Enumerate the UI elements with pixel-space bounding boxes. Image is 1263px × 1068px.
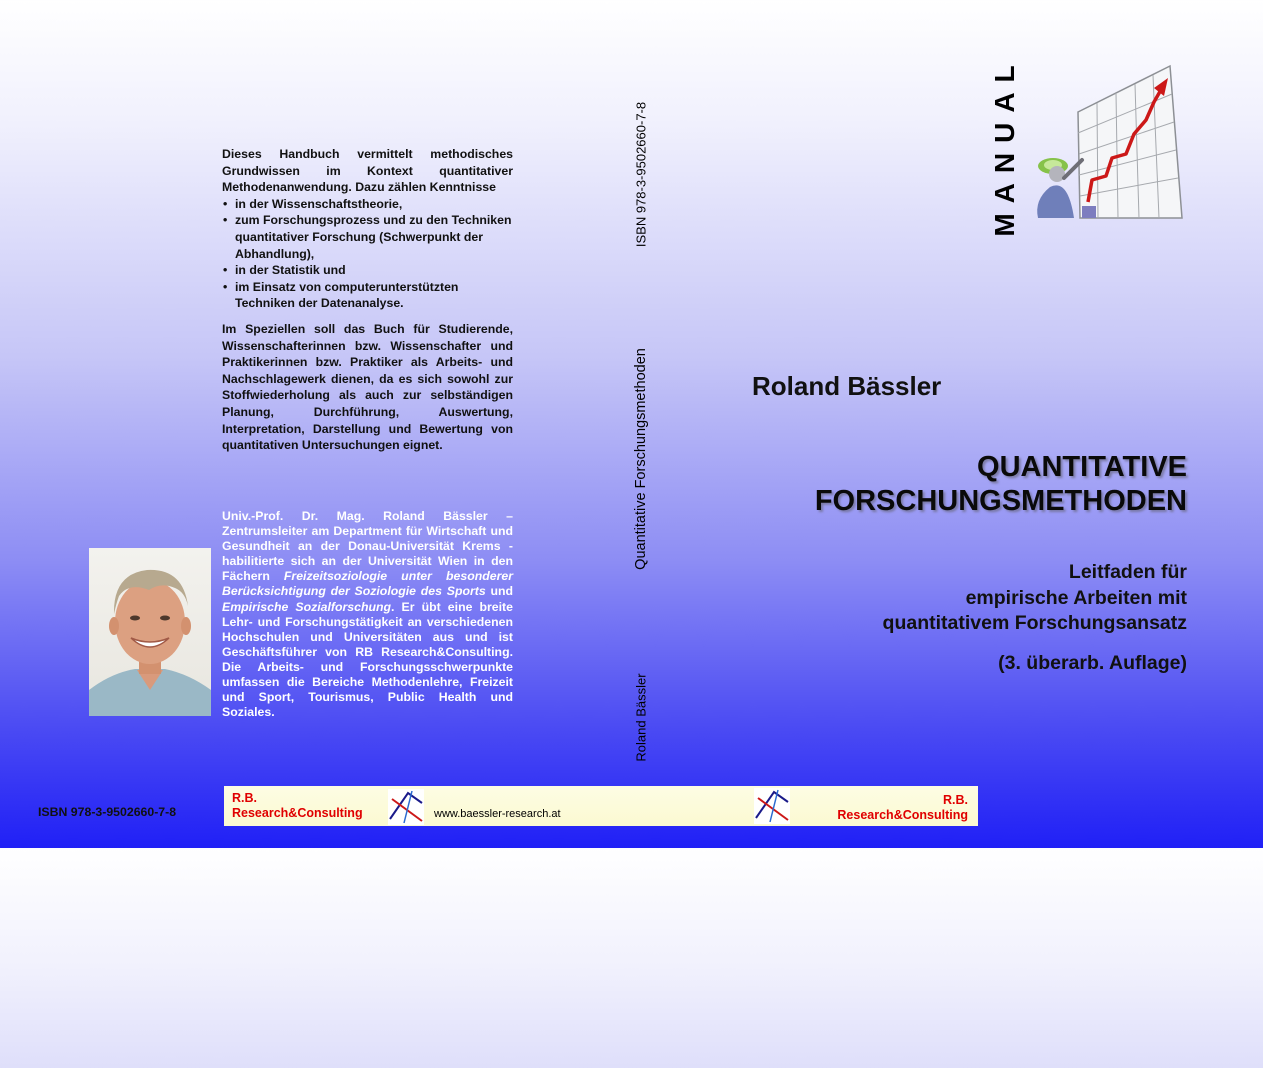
subtitle-line: quantitativem Forschungsansatz <box>882 612 1187 634</box>
subtitle-line: Leitfaden für <box>1068 561 1187 583</box>
list-item: • im Einsatz von computerunterstützten Techniken der Datenanalyse. <box>222 279 513 312</box>
publisher-initials: R.B. <box>943 793 968 807</box>
publisher-logo-text-right <box>837 793 968 823</box>
list-item: • in der Wissenschaftstheorie, <box>222 196 513 213</box>
bio-subject-1: Freizeitsoziologie unter besonderer Berücksichtigung der Soziologie des Sports <box>222 569 513 599</box>
manual-label: MANUAL <box>989 55 1020 237</box>
edition-label: (3. überarb. Auflage) <box>998 652 1187 674</box>
rb-logo-icon <box>388 789 424 825</box>
spine-isbn: ISBN 978-3-9502660-7-8 <box>633 101 649 248</box>
back-cover-description <box>222 146 513 454</box>
growth-chart-icon <box>1030 62 1186 220</box>
bio-subject-2: Empirische Sozialforschung <box>222 599 392 614</box>
publisher-logo-text <box>232 791 363 821</box>
author-portrait-icon <box>89 548 211 716</box>
spine-author: Roland Bässler <box>633 673 649 762</box>
bio-text: und <box>485 584 514 599</box>
intro-text: Dieses Handbuch vermittelt methodisches Grundwissen im Kontext quantitativer Methodenanwendung. Dazu zählen Kenntnisse <box>222 147 513 195</box>
bio-text: . Er übt eine breite Lehr- und Forschungstätigkeit an verschiedenen Hochschulen und Universitäten aus und ist Geschäftsführer von RB Research&Consulting. Die Arbeits- und Forschungsschwerpunkte umfassen die Bereiche Methodenlehre, Freizeit und Sport, Tourismus, Public Health und Soziales. <box>222 599 513 720</box>
front-author: Roland Bässler <box>752 371 942 401</box>
title-line: QUANTITATIVE <box>977 451 1187 483</box>
spine-title: Quantitative Forschungsmethoden <box>633 348 649 570</box>
list-item: • in der Statistik und <box>222 262 513 279</box>
website-link[interactable]: www.baessler-research.at <box>434 808 561 820</box>
title-line: FORSCHUNGSMETHODEN <box>814 485 1187 517</box>
author-photo <box>89 548 211 716</box>
author-bio <box>222 509 513 720</box>
publisher-strip <box>224 786 978 826</box>
rb-logo-icon-left <box>388 789 424 825</box>
subtitle-line: empirische Arbeiten mit <box>965 586 1187 609</box>
book-title <box>815 450 1187 518</box>
knowledge-list <box>222 196 513 312</box>
book-subtitle <box>883 560 1187 637</box>
publisher-initials: R.B. <box>232 791 257 805</box>
publisher-name: Research&Consulting <box>232 806 363 820</box>
bio-text: Univ.-Prof. Dr. Mag. Roland Bässler – Zentrumsleiter am Department für Wirtschaft und Gesundheit an der Donau-Universität Krems - habilitierte sich an der Universität Wien in den Fächern <box>222 509 513 584</box>
back-isbn: ISBN 978-3-9502660-7-8 <box>38 805 177 819</box>
purpose-paragraph: Im Speziellen soll das Buch für Studierende, Wissenschafterinnen bzw. Wissenschafter und Praktikerinnen bzw. Praktiker als Arbeits- und Nachschlagewerk dienen, da es sich sowohl zur Stoffwiederholung als auch zur selbständigen Planung, Durchführung, Auswertung, Interpretation, Darstellung und Bewertung von quantitativen Untersuchungen eignet. <box>222 321 513 453</box>
rb-logo-icon-right <box>754 788 790 824</box>
publisher-name: Research&Consulting <box>837 808 968 822</box>
growth-chart-illustration <box>1030 62 1186 220</box>
list-item: • zum Forschungsprozess und zu den Techniken quantitativer Forschung (Schwerpunkt der Abhandlung), <box>222 212 513 262</box>
rb-logo-icon <box>754 788 790 824</box>
